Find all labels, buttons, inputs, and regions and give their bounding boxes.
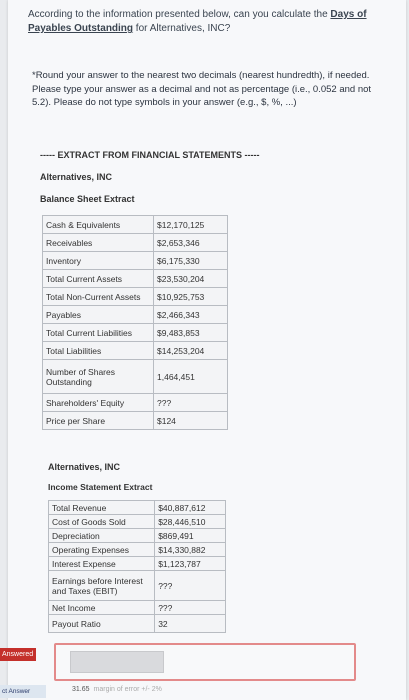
table-row (43, 306, 228, 324)
question-lead: According to the information presented below, can you calculate the (28, 9, 331, 20)
row-value: ??? (155, 601, 226, 615)
table-row (49, 543, 226, 557)
row-value: $14,330,882 (155, 543, 226, 557)
table-row (43, 234, 228, 252)
row-label: Total Current Liabilities (43, 324, 154, 342)
table-row (49, 501, 226, 515)
row-value: $2,466,343 (154, 306, 228, 324)
table-row (49, 601, 226, 615)
table-row (49, 615, 226, 633)
table-row (43, 360, 228, 394)
row-label: Payout Ratio (49, 615, 155, 633)
table-row (43, 412, 228, 430)
row-value: $28,446,510 (155, 515, 226, 529)
question-highlight: Days of Payables Outstanding (28, 9, 367, 34)
row-value: $23,530,204 (154, 270, 228, 288)
margin-of-error-text: margin of error +/- 2% (93, 686, 162, 693)
row-label: Earnings before Interest and Taxes (EBIT) (49, 571, 155, 601)
answer-box (54, 643, 356, 681)
row-value: $6,175,330 (154, 252, 228, 270)
row-label: Payables (43, 306, 154, 324)
question-text (28, 8, 388, 36)
table-row (49, 529, 226, 543)
row-label: Operating Expenses (49, 543, 155, 557)
row-value: 32 (155, 615, 226, 633)
table-row (43, 288, 228, 306)
question-page (8, 0, 406, 700)
table-row (43, 394, 228, 412)
row-value: $124 (154, 412, 228, 430)
row-value: ??? (155, 571, 226, 601)
row-label: Total Liabilities (43, 342, 154, 360)
instruction-text: *Round your answer to the nearest two decimals (nearest hundredth), if needed. Please type your answer as a decimal and not as percentage (i.e., 0.052 and not 5.2). Please do not type symbols in your answer (e.g., $, %, ...) (32, 70, 372, 108)
correct-answer-number: 31.65 (72, 686, 90, 693)
row-label: Net Income (49, 601, 155, 615)
row-value: 1,464,451 (154, 360, 228, 394)
correct-answer-value (72, 686, 162, 693)
table-row (49, 571, 226, 601)
table-row (43, 324, 228, 342)
table-row (49, 557, 226, 571)
table-row (43, 216, 228, 234)
question-tail: for Alternatives, INC? (133, 23, 231, 34)
row-label: Total Current Assets (43, 270, 154, 288)
income-company-name: Alternatives, INC (48, 462, 121, 472)
row-value: ??? (154, 394, 228, 412)
row-value: $40,887,612 (155, 501, 226, 515)
table-row (43, 252, 228, 270)
table-row (43, 270, 228, 288)
row-label: Cost of Goods Sold (49, 515, 155, 529)
income-statement-title: Income Statement Extract (48, 482, 153, 492)
row-label: Number of Shares Outstanding (43, 360, 154, 394)
row-label: Shareholders' Equity (43, 394, 154, 412)
row-value: $12,170,125 (154, 216, 228, 234)
extract-header: ----- EXTRACT FROM FINANCIAL STATEMENTS ----- (40, 150, 260, 160)
answer-input[interactable] (70, 651, 164, 673)
row-label: Inventory (43, 252, 154, 270)
row-label: Interest Expense (49, 557, 155, 571)
answered-status-badge: Answered (0, 648, 36, 661)
balance-sheet-title: Balance Sheet Extract (40, 194, 135, 204)
row-label: Total Non-Current Assets (43, 288, 154, 306)
balance-sheet-table (42, 215, 228, 430)
row-value: $1,123,787 (155, 557, 226, 571)
row-label: Depreciation (49, 529, 155, 543)
row-label: Cash & Equivalents (43, 216, 154, 234)
row-label: Price per Share (43, 412, 154, 430)
table-row (49, 515, 226, 529)
row-value: $2,653,346 (154, 234, 228, 252)
row-value: $9,483,853 (154, 324, 228, 342)
company-name: Alternatives, INC (40, 172, 113, 182)
table-row (43, 342, 228, 360)
row-label: Receivables (43, 234, 154, 252)
row-label: Total Revenue (49, 501, 155, 515)
row-value: $869,491 (155, 529, 226, 543)
row-value: $10,925,753 (154, 288, 228, 306)
income-statement-table (48, 500, 226, 633)
correct-answer-label: ct Answer (0, 685, 46, 698)
row-value: $14,253,204 (154, 342, 228, 360)
